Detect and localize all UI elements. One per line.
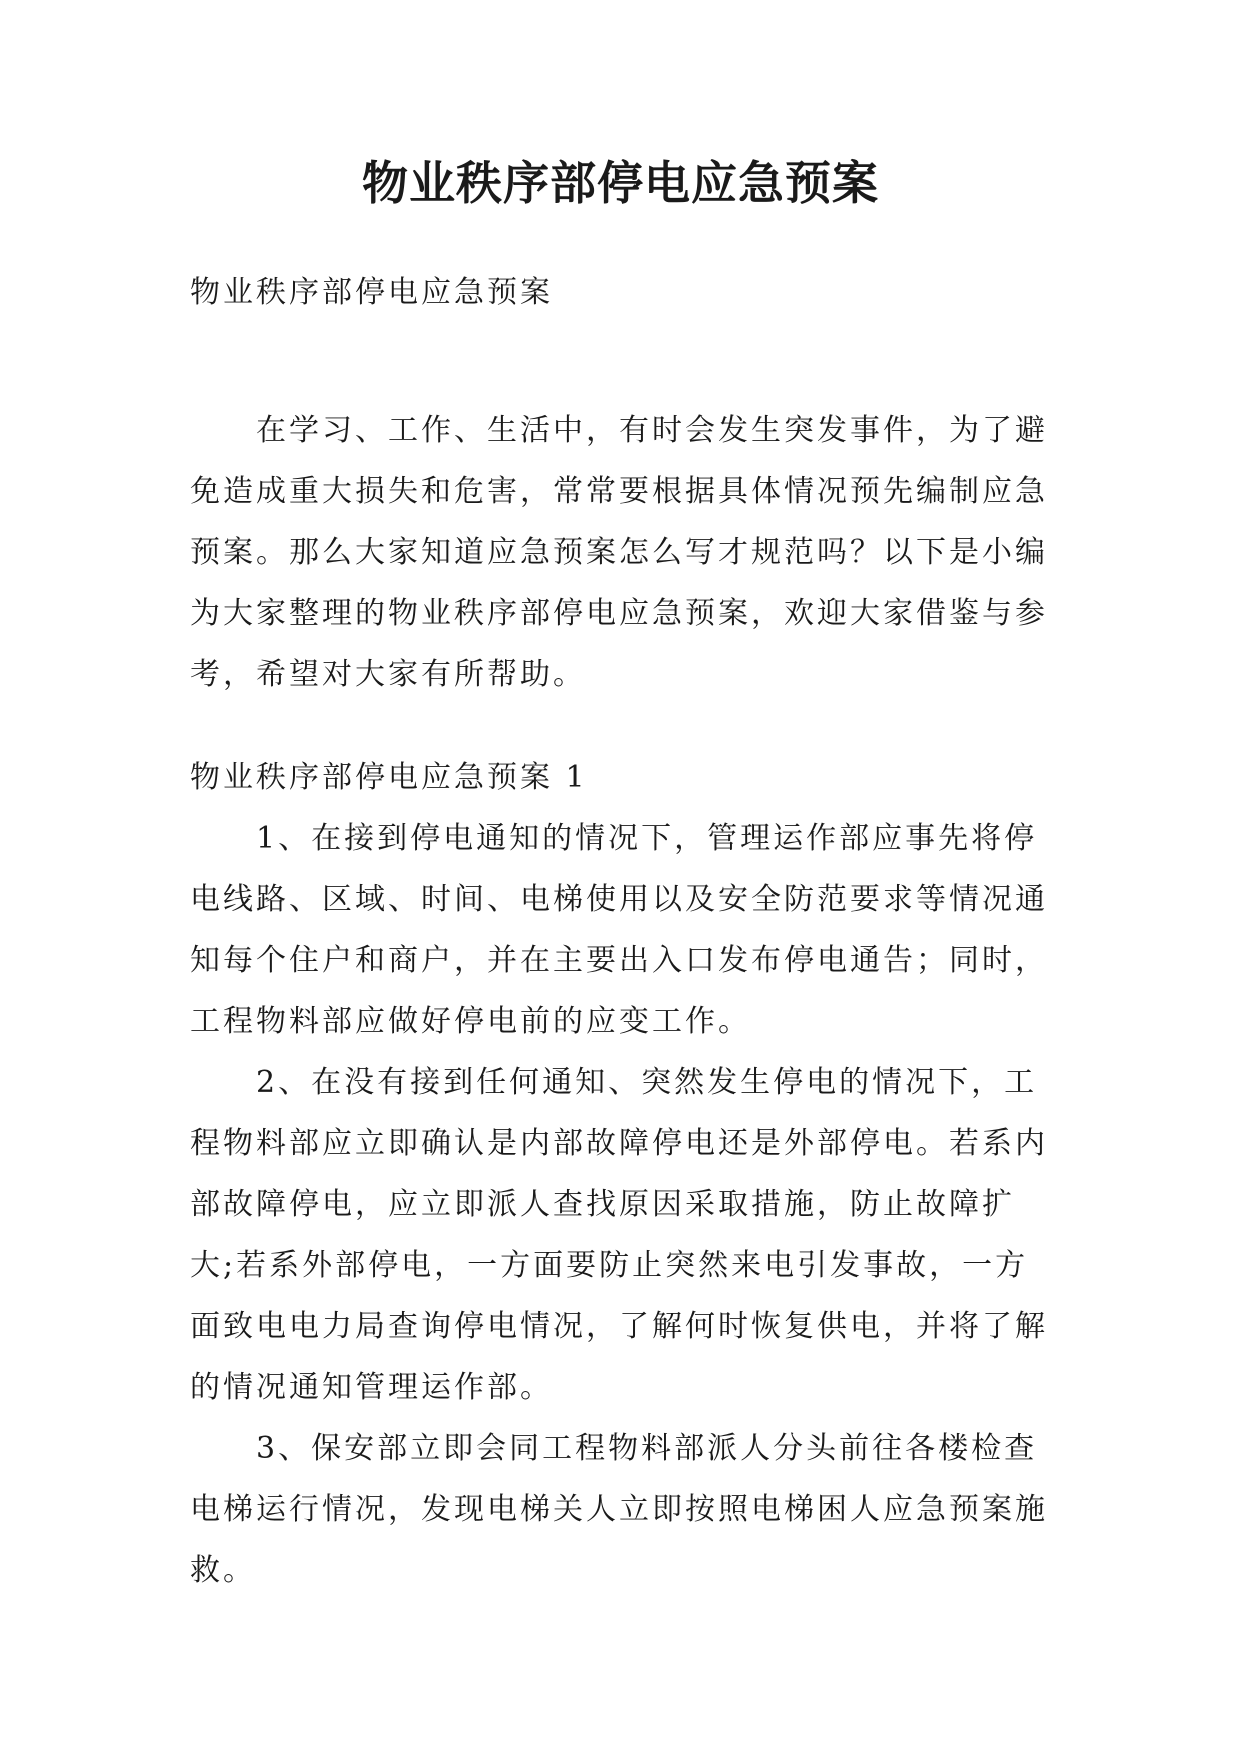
document-title: 物业秩序部停电应急预案 <box>362 156 879 210</box>
section-heading: 物业秩序部停电应急预案 1 <box>190 760 588 795</box>
document-subtitle: 物业秩序部停电应急预案 <box>190 275 553 310</box>
list-item-2: 2、在没有接到任何通知、突然发生停电的情况下，工程物料部应立即确认是内部故障停电还是外部停电。若系内部故障停电，应立即派人查找原因采取措施，防止故障扩大;若系外部停电，一方面要防止突然来电引发事故，一方面致电电力局查询停电情况，了解何时恢复供电，并将了解的情况通知管理运作部。 <box>190 1065 1048 1405</box>
list-item-1: 1、在接到停电通知的情况下，管理运作部应事先将停电线路、区域、时间、电梯使用以及安全防范要求等情况通知每个住户和商户，并在主要出入口发布停电通告；同时，工程物料部应做好停电前的应变工作。 <box>190 821 1048 1039</box>
intro-paragraph: 在学习、工作、生活中，有时会发生突发事件，为了避免造成重大损失和危害，常常要根据具体情况预先编制应急预案。那么大家知道应急预案怎么写才规范吗？以下是小编为大家整理的物业秩序部停电应急预案，欢迎大家借鉴与参考，希望对大家有所帮助。 <box>190 413 1048 692</box>
list-item-3: 3、保安部立即会同工程物料部派人分头前往各楼检查电梯运行情况，发现电梯关人立即按照电梯困人应急预案施救。 <box>190 1431 1048 1588</box>
